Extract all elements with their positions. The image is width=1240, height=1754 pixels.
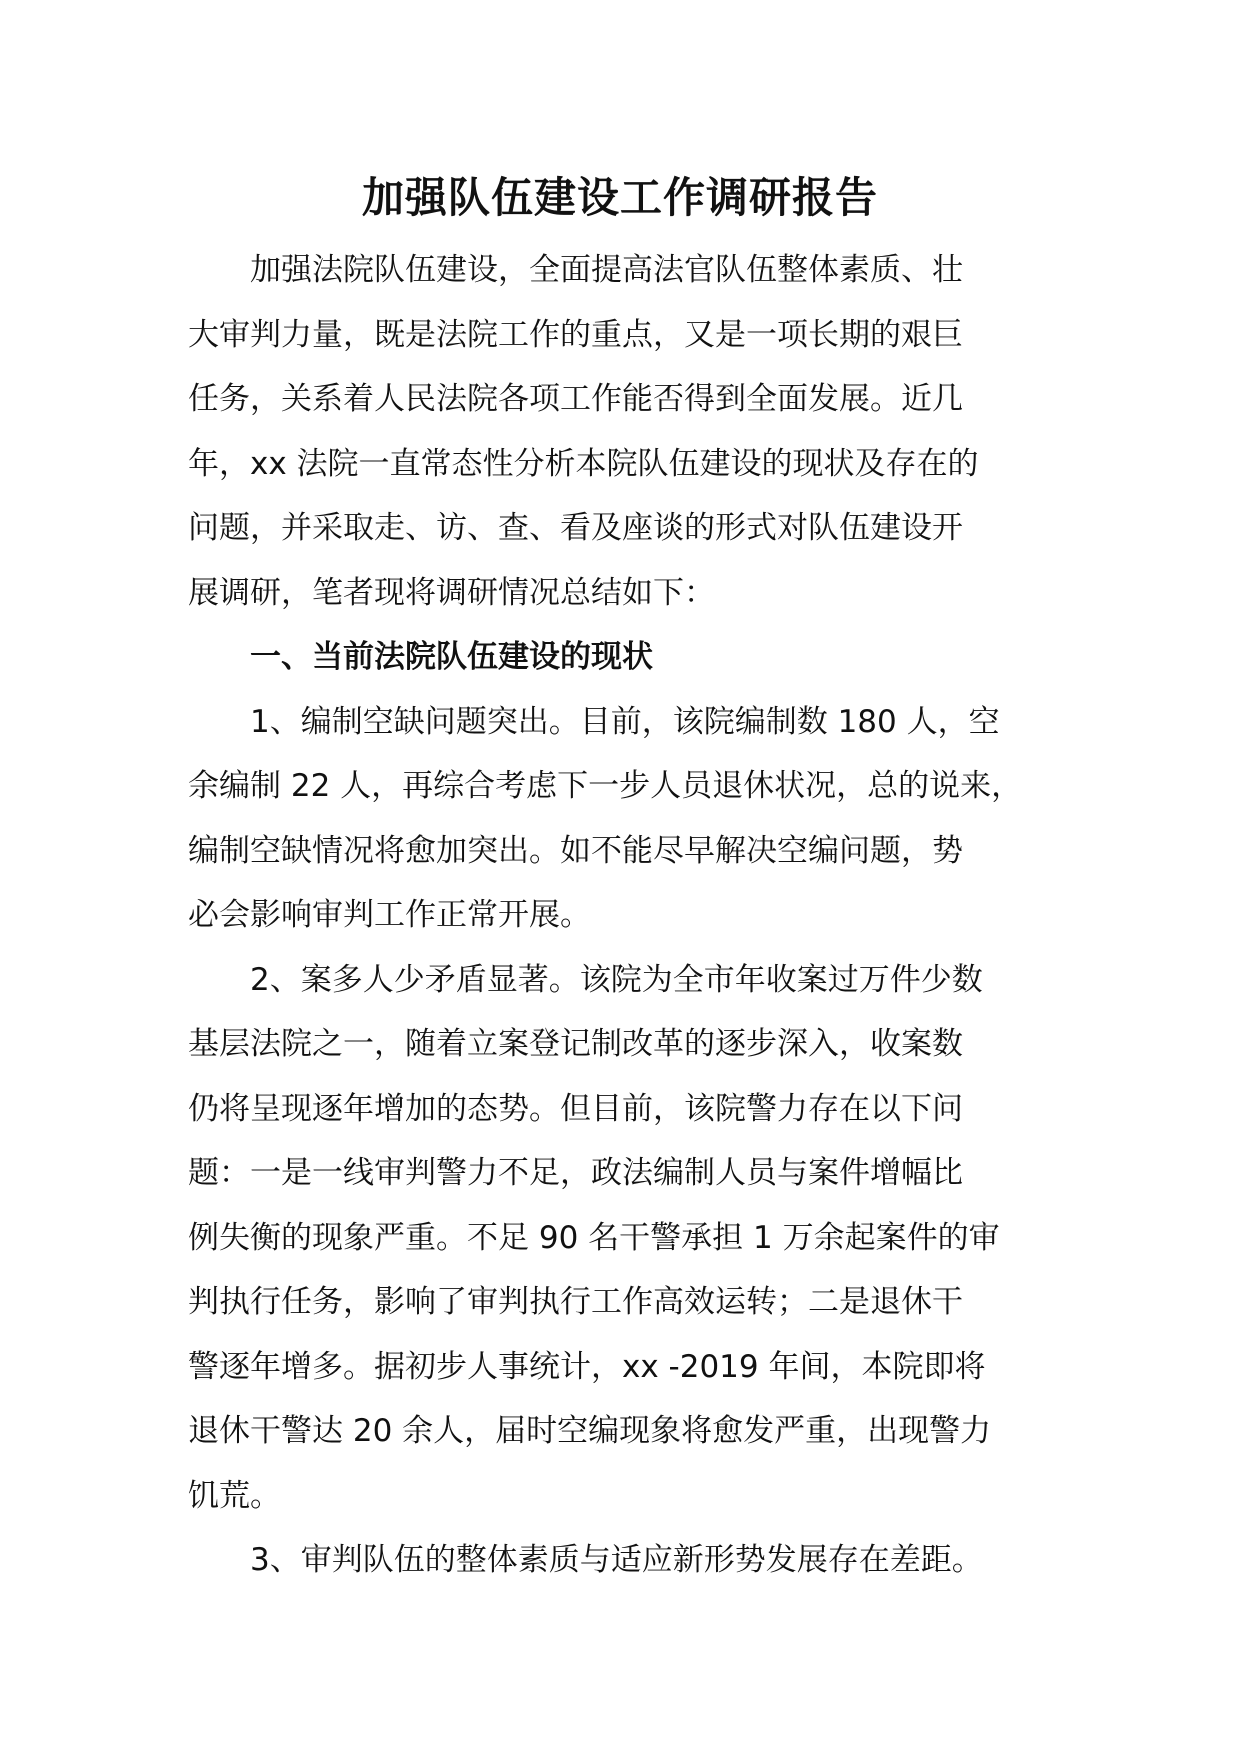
item-1-line: 1、编制空缺问题突出。目前，该院编制数 180 人，空	[250, 703, 1000, 740]
item-2-line: 题：一是一线审判警力不足，政法编制人员与案件增幅比	[188, 1155, 963, 1191]
item-2-line: 警逐年增多。据初步人事统计，xx -2019 年间，本院即将	[188, 1348, 986, 1385]
item-2-line: 2、案多人少矛盾显著。该院为全市年收案过万件少数	[250, 961, 983, 998]
section-heading: 一、当前法院队伍建设的现状	[250, 639, 653, 675]
item-3-paragraph	[188, 1528, 1058, 1593]
intro-line: 加强法院队伍建设，全面提高法官队伍整体素质、壮	[250, 252, 963, 288]
item-2-line: 饥荒。	[188, 1477, 281, 1514]
item-1-line: 必会影响审判工作正常开展。	[188, 897, 591, 933]
document-title: 加强队伍建设工作调研报告	[361, 173, 878, 222]
item-2-line: 判执行任务，影响了审判执行工作高效运转；二是退休干	[188, 1284, 963, 1320]
document-body	[188, 238, 1058, 1593]
intro-line: 展调研，笔者现将调研情况总结如下：	[188, 574, 715, 611]
item-3-line: 3、审判队伍的整体素质与适应新形势发展存在差距。	[250, 1542, 983, 1578]
intro-line: 问题，并采取走、访、查、看及座谈的形式对队伍建设开	[188, 510, 963, 546]
intro-line: 年，xx 法院一直常态性分析本院队伍建设的现状及存在的	[188, 445, 979, 482]
intro-line: 大审判力量，既是法院工作的重点，又是一项长期的艰巨	[188, 316, 963, 353]
item-2-line: 退休干警达 20 余人，届时空编现象将愈发严重，出现警力	[188, 1413, 992, 1449]
intro-line: 任务，关系着人民法院各项工作能否得到全面发展。近几	[188, 381, 963, 417]
item-2-line: 基层法院之一，随着立案登记制改革的逐步深入，收案数	[188, 1026, 963, 1062]
item-1-line: 编制空缺情况将愈加突出。如不能尽早解决空编问题，势	[188, 832, 963, 869]
item-1-line: 余编制 22 人，再综合考虑下一步人员退休状况，总的说来，	[188, 768, 1023, 804]
item-2-line: 例失衡的现象严重。不足 90 名干警承担 1 万余起案件的审	[188, 1219, 1000, 1256]
item-1-paragraph	[188, 690, 1058, 948]
item-2-line: 仍将呈现逐年增加的态势。但目前，该院警力存在以下问	[188, 1090, 963, 1127]
intro-paragraph	[188, 238, 1058, 625]
item-2-paragraph	[188, 948, 1058, 1529]
